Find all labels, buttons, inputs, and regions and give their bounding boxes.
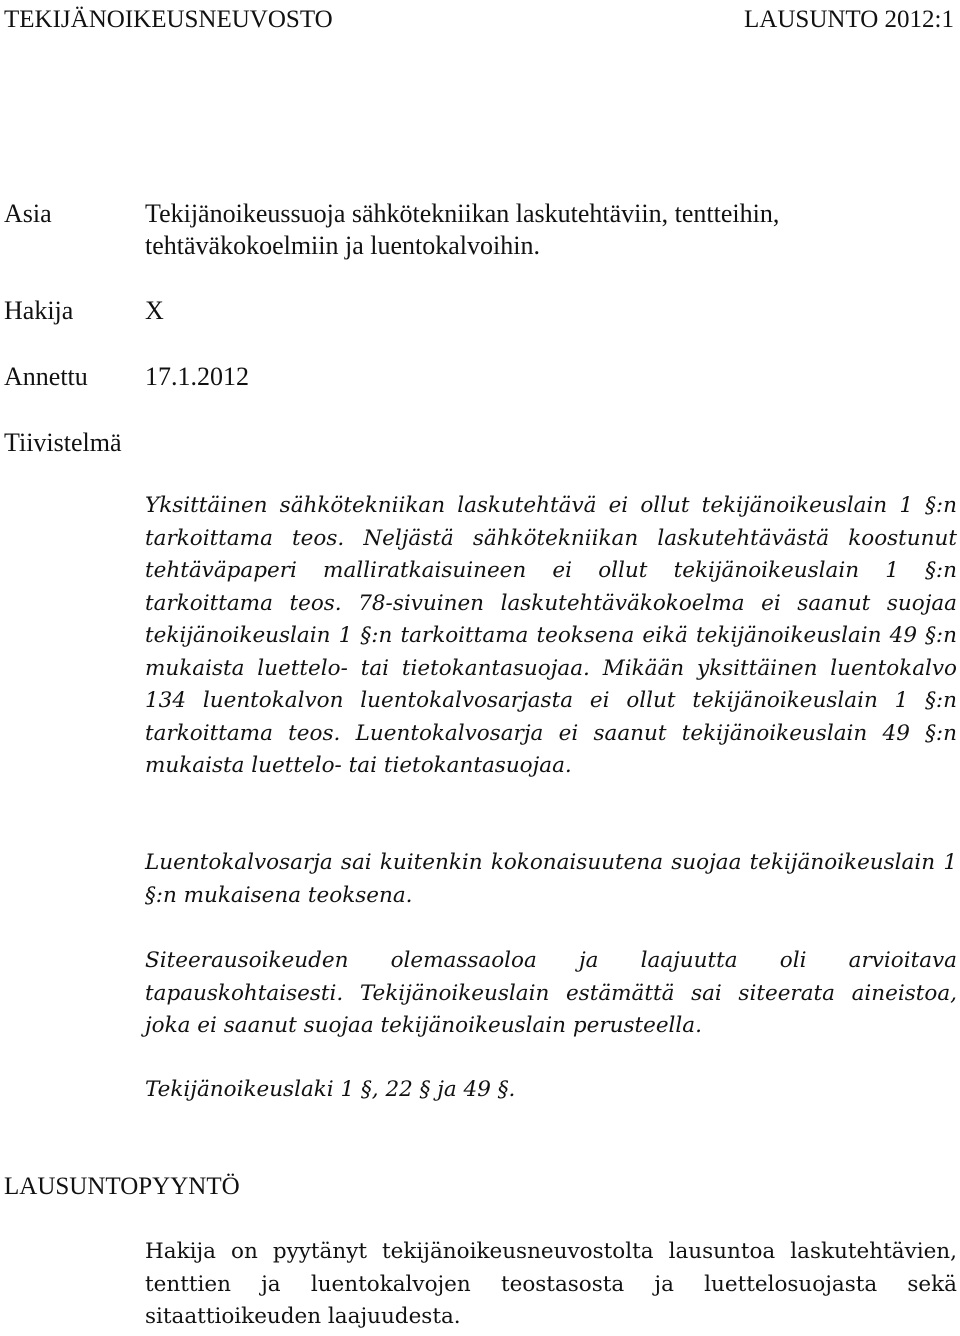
section-title-request: LAUSUNTOPYYNTÖ bbox=[4, 1173, 240, 1200]
field-value-annettu: 17.1.2012 bbox=[145, 362, 249, 391]
statement-number: LAUSUNTO 2012:1 bbox=[744, 6, 954, 33]
summary-title: Tiivistelmä bbox=[4, 428, 122, 457]
field-label-annettu: Annettu bbox=[4, 362, 88, 391]
field-label-asia: Asia bbox=[4, 199, 52, 228]
summary-paragraph-3: Siteerausoikeuden olemassaoloa ja laajuutta oli arvioitava tapauskohtaisesti. Tekijänoikeuslain estämättä sai siteerata aineistoa, joka ei saanut suojaa tekijänoikeuslain perusteella. bbox=[145, 948, 957, 1038]
summary-paragraph-1: Yksittäinen sähkötekniikan laskutehtävä ei ollut tekijänoikeuslain 1 §:n tarkoittama teos. Neljästä sähkötekniikan laskutehtävästä koostunut tehtäväpaperi malliratkaisuineen ei ollut tekijänoikeuslain 1 §:n tarkoittama teos. 78-sivuinen laskutehtäväkokoelma ei saanut suojaa tekijänoikeuslain 1 §:n tarkoittama teoksena eikä tekijänoikeuslain 49 §:n mukaista luettelo- tai tietokantasuojaa. Mikään yksittäinen luentokalvo 134 luentokalvon luentokalvosarjasta ei ollut tekijänoikeuslain 1 §:n tarkoittama teos. Luentokalvosarja ei saanut tekijänoikeuslain 49 §:n mukaista luettelo- tai tietokantasuojaa. bbox=[145, 493, 957, 778]
field-label-hakija: Hakija bbox=[4, 296, 74, 325]
summary-paragraph-2: Luentokalvosarja sai kuitenkin kokonaisuutena suojaa tekijänoikeuslain 1 §:n mukaisena teoksena. bbox=[145, 850, 957, 908]
organization-name: TEKIJÄNOIKEUSNEUVOSTO bbox=[4, 6, 333, 33]
field-value-hakija: X bbox=[145, 296, 164, 325]
field-value-asia: Tekijänoikeussuoja sähkötekniikan laskutehtäviin, tentteihin, tehtäväkokoelmiin ja luentokalvoihin. bbox=[145, 199, 780, 260]
request-paragraph: Hakija on pyytänyt tekijänoikeusneuvostolta lausuntoa laskutehtävien, tenttien ja luentokalvojen teostasosta ja luettelosuojasta sekä sitaattioikeuden laajuudesta. bbox=[145, 1239, 957, 1329]
page-header bbox=[0, 0, 960, 40]
summary-paragraph-4: Tekijänoikeuslaki 1 §, 22 § ja 49 §. bbox=[145, 1077, 516, 1102]
